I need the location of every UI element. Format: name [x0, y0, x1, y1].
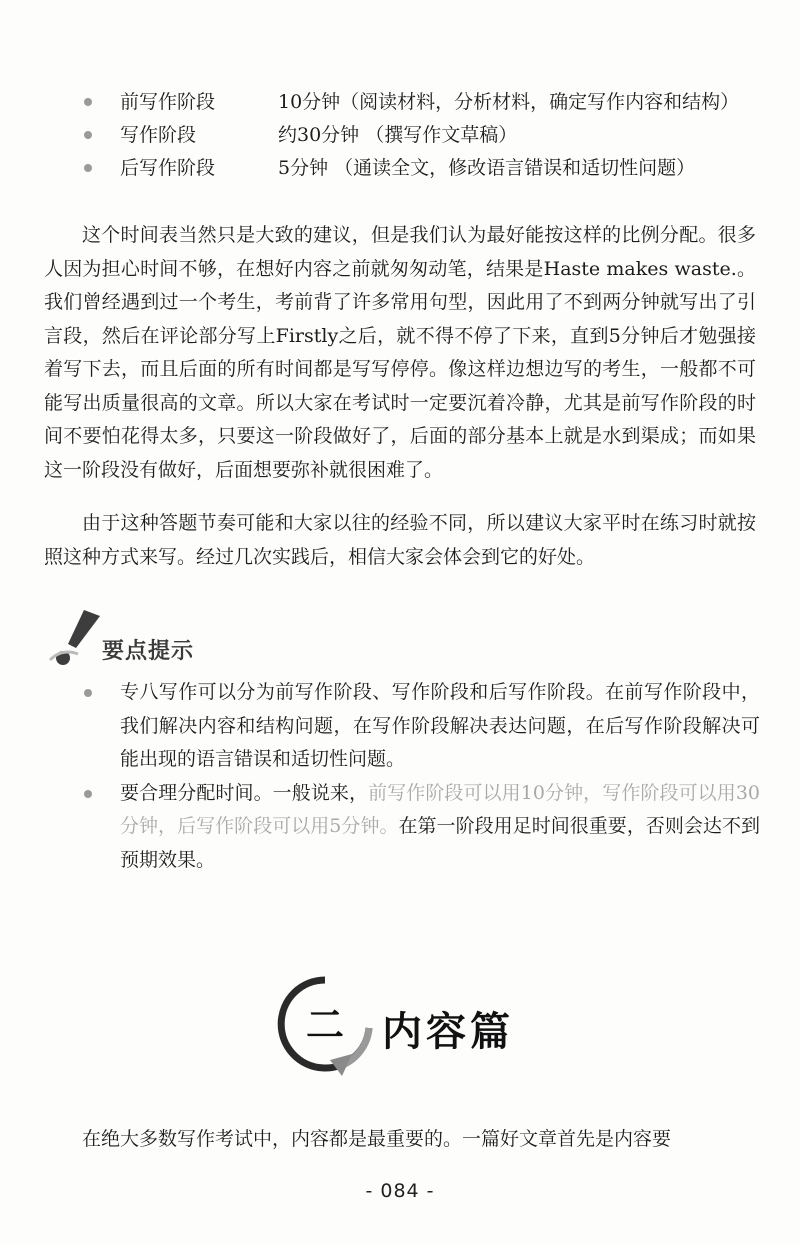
schedule-row-post-writing [84, 152, 760, 185]
body-paragraph: 在绝大多数写作考试中，内容都是最重要的。一篇好文章首先是内容要 [82, 1128, 672, 1150]
bullet-icon [84, 790, 92, 798]
tips-list [84, 676, 760, 877]
page-number: - 084 - [365, 1180, 435, 1202]
section-title: 内容篇 [382, 1008, 514, 1055]
body-paragraph: 由于这种答题节奏可能和大家以往的经验不同，所以建议大家平时在练习时就按照这种方式来写。经过几次实践后，相信大家会体会到它的好处。 [44, 512, 756, 568]
schedule-desc: 5分钟 （通读全文，修改语言错误和适切性问题） [278, 157, 696, 179]
tips-header [48, 608, 248, 668]
tip-text: 在第一阶段用足时间很重要，否则会达不到预期效果。 [120, 815, 760, 871]
schedule-row-pre-writing [84, 86, 760, 119]
tip-text: 专八写作可以分为前写作阶段、写作阶段和后写作阶段。在前写作阶段中，我们解决内容和结构问题，在写作阶段解决表达问题，在后写作阶段解决可能出现的语言错误和适切性问题。 [120, 681, 760, 770]
tip-text: 要合理分配时间。一般说来， [120, 781, 369, 804]
schedule-desc: 10分钟（阅读材料，分析材料，确定写作内容和结构） [278, 91, 740, 113]
schedule-stage: 写作阶段 [120, 124, 197, 146]
tip-item [84, 676, 760, 777]
exclamation-icon [48, 608, 108, 668]
section-number: 二 [305, 1003, 345, 1047]
bullet-icon [84, 689, 92, 697]
bullet-icon [84, 98, 92, 106]
tips-title: 要点提示 [102, 639, 195, 664]
bullet-icon [84, 131, 92, 139]
section-circle-arrow-icon [270, 970, 380, 1080]
body-paragraph: 这个时间表当然只是大致的建议，但是我们认为最好能按这样的比例分配。很多人因为担心时间不够，在想好内容之前就匆匆动笔，结果是Haste makes waste.。我们曾经遇到过一个考生，考前背了许多常用句型，因此用了不到两分钟就写出了引言段，然后在评论部分写上Firstly之后，就不得不停了下来，直到5分钟后才勉强接着写下去，而且后面的所有时间都是写写停停。像这样边想边写的考生，一般都不可能写出质量很高的文章。所以大家在考试时一定要沉着冷静，尤其是前写作阶段的时间不要怕花得太多，只要这一阶段做好了，后面的部分基本上就是水到渠成；而如果这一阶段没有做好，后面想要弥补就很困难了。 [44, 224, 756, 481]
tip-item [84, 777, 760, 878]
bullet-icon [84, 164, 92, 172]
schedule-row-writing [84, 119, 760, 152]
section-heading [270, 970, 570, 1080]
schedule-stage: 前写作阶段 [120, 91, 216, 113]
tip-text-faint: 前写作阶段可以用10分钟，写作阶段可以用30分钟，后写作阶段可以用5分钟。 [120, 781, 760, 837]
time-schedule-list [84, 86, 760, 185]
schedule-desc: 约30分钟 （撰写作文草稿） [278, 124, 518, 146]
schedule-stage: 后写作阶段 [120, 157, 216, 179]
